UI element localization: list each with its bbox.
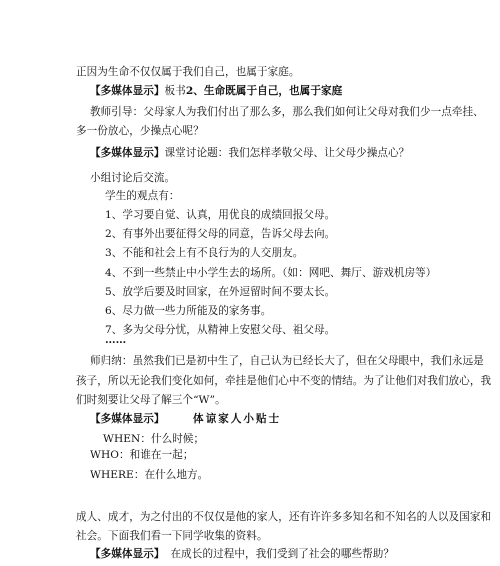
- media-display-tag: 【多媒体显示】: [90, 147, 165, 159]
- tips-title: 体谅家人小贴士: [193, 413, 282, 425]
- list-item: 5、放学后要及时回家，在外逗留时间不要太长。: [105, 286, 336, 298]
- text-line: 们时刻要让父母了解三个“W”。: [76, 394, 226, 406]
- list-item: 4、不到一些禁止中小学生去的场所。（如：网吧、舞厅、游戏机房等）: [105, 267, 437, 279]
- list-item: 3、不能和社会上有不良行为的人交朋友。: [105, 247, 304, 259]
- text-line: 孩子，所以无论我们变化如何，牵挂是他们心中不变的情结。为了让他们对我们放心，我: [76, 375, 492, 387]
- text-line: 正因为生命不仅仅属于我们自己，也属于家庭。: [76, 66, 300, 78]
- text-line: 成人、成才，为之付出的不仅仅是他的家人，还有许许多多知名和不知名的人以及国家和: [76, 511, 492, 523]
- media-display-tag: 【多媒体显示】: [90, 548, 165, 560]
- list-item: 1、学习要自觉、认真，用优良的成绩回报父母。: [105, 209, 336, 221]
- media-display-tag: 【多媒体显示】: [90, 85, 165, 97]
- ellipsis: ……: [105, 334, 127, 346]
- help-question: 在成长的过程中，我们受到了社会的哪些帮助？: [170, 548, 395, 560]
- text-line: 多一份放心，少操点心呢？: [76, 125, 204, 137]
- text-line: 教师引导：父母家人为我们付出了那么多，那么我们如何让父母对我们少一点牵挂、: [90, 106, 484, 118]
- list-item: 7、多为父母分忧，从精神上安慰父母、祖父母。: [105, 324, 336, 336]
- list-item: 6、尽力做一些力所能及的家务事。: [105, 305, 272, 317]
- media-display-line: [90, 146, 409, 160]
- blackboard-label: 板书: [164, 85, 186, 97]
- text-line: 学生的观点有：: [105, 190, 180, 202]
- w-item: WHEN：什么时候；: [103, 433, 205, 445]
- media-display-tag: 【多媒体显示】: [90, 413, 165, 425]
- list-item: 2、有事外出要征得父母的同意，告诉父母去向。: [105, 228, 336, 240]
- media-display-line: [90, 84, 342, 98]
- text-line: 社会。下面我们看一下同学收集的资料。: [76, 530, 268, 542]
- text-line: 小组讨论后交流。: [90, 172, 176, 184]
- w-item: WHERE：在什么地方。: [90, 469, 209, 481]
- blackboard-title: 2、生命既属于自己，也属于家庭: [185, 85, 343, 97]
- w-item: WHO：和谁在一起；: [90, 449, 194, 461]
- text-line: 师归纳：虽然我们已是初中生了，自己认为已经长大了，但在父母眼中，我们永远是: [90, 355, 484, 367]
- discussion-question: 课堂讨论题：我们怎样孝敬父母、让父母少操点心？: [164, 147, 410, 159]
